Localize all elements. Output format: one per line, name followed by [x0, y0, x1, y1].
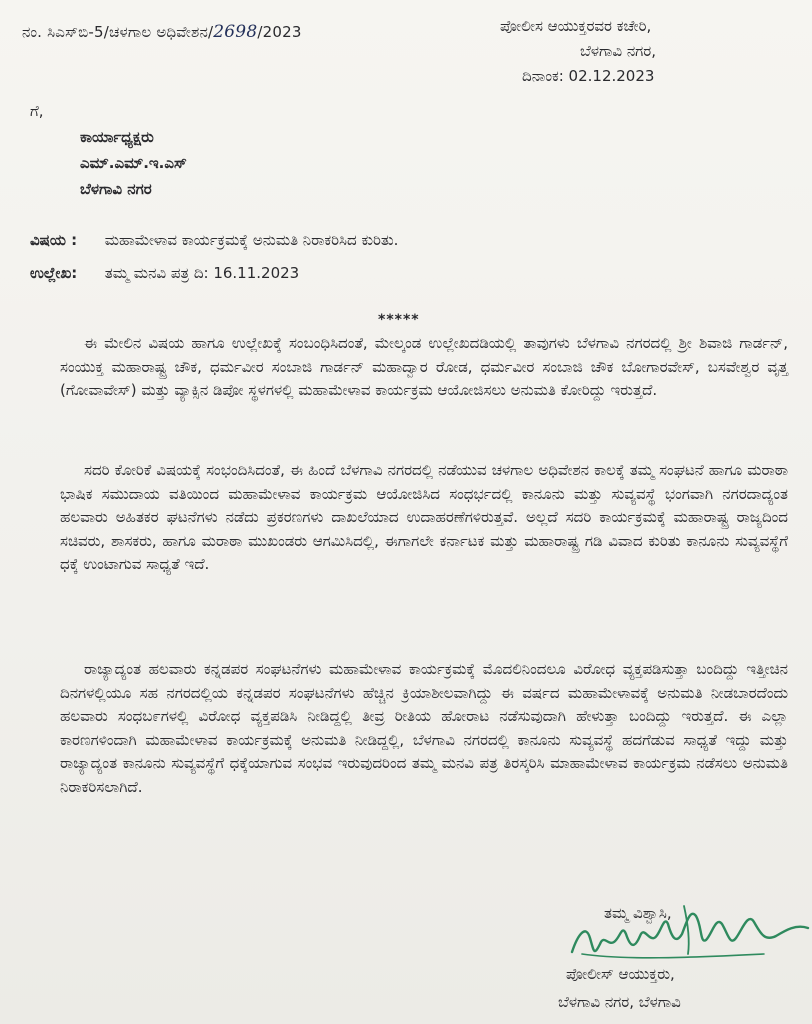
office-address: [500, 14, 656, 89]
subject-text: ಮಹಾಮೇಳಾವ ಕಾರ್ಯಕ್ರಮಕ್ಕೆ ಅನುಮತಿ ನಿರಾಕರಿಸಿದ ಕುರಿತು.: [104, 231, 399, 249]
body-paragraph-2: ಸದರಿ ಕೋರಿಕೆ ವಿಷಯಕ್ಕೆ ಸಂಭಂದಿಸಿದಂತೆ, ಈ ಹಿಂದೆ ಬೆಳಗಾವಿ ನಗರದಲ್ಲಿ ನಡೆಯುವ ಚಳಗಾಲ ಅಧಿವೇಶನ ಕಾಲಕ್ಕೆ ತಮ್ಮ ಸಂಘಟನೆ ಹಾಗೂ ಮರಾಠಾ ಭಾಷಿಕ ಸಮುದಾಯ ವತಿಯಿಂದ ಮಹಾಮೇಳಾವ ಕಾರ್ಯಕ್ರಮ ಆಯೋಜಿಸಿದ ಸಂಧರ್ಭದಲ್ಲಿ ಕಾನೂನು ಮತ್ತು ಸುವ್ಯವಸ್ಥೆ ಭಂಗವಾಗಿ ನಗರದಾದ್ಯಂತ ಹಲವಾರು ಅಹಿತಕರ ಘಟನೆಗಳು ನಡೆದು ಪ್ರಕರಣಗಳು ದಾಖಲೆಯಾದ ಉದಾಹರಣೆಗಳಿರುತ್ತವೆ. ಅಲ್ಲದೆ ಸದರಿ ಕಾರ್ಯಕ್ರಮಕ್ಕೆ ಮಹಾರಾಷ್ಟ್ರ ರಾಜ್ಯದಿಂದ ಸಚಿವರು, ಶಾಸಕರು, ಹಾಗೂ ಮರಾಠಾ ಮುಖಂಡರು ಆಗಮಿಸಿದಲ್ಲಿ, ಈಗಾಗಲೇ ಕರ್ನಾಟಕ ಮತ್ತು ಮಹಾರಾಷ್ಟ್ರ ಗಡಿ ವಿವಾದ ಕುರಿತು ಕಾನೂನು ಸುವ್ಯವಸ್ಥೆಗೆ ಧಕ್ಕೆ ಉಂಟಾಗುವ ಸಾಧ್ಯತೆ ಇದೆ.: [60, 461, 788, 573]
subject-line: [30, 224, 398, 257]
office-name: ಪೋಲೀಸ ಆಯುಕ್ತರವರ ಕಚೇರಿ,: [500, 17, 652, 35]
subject-block: [30, 224, 398, 290]
signatory-block: [558, 960, 681, 1016]
to-label: ಗೆ,: [30, 102, 44, 120]
handwritten-number: 2698: [213, 22, 258, 42]
signature-mark: [564, 894, 812, 970]
reference-label: ಉಲ್ಲೇಖ:: [30, 264, 78, 282]
separator-stars: *****: [378, 312, 420, 328]
recipient-title: ಕಾರ್ಯಾಧ್ಯಕ್ಷರು: [80, 128, 154, 146]
reference-line: [30, 257, 398, 290]
reference-prefix: ನಂ. ಸಿಎಸ್‌ಬಿ-5/ಚಳಗಾಲ ಅಧಿವೇಶನ/: [22, 23, 214, 41]
office-city: ಬೆಳಗಾವಿ ನಗರ,: [580, 42, 657, 60]
body-paragraph-1: ಈ ಮೇಲಿನ ವಿಷಯ ಹಾಗೂ ಉಲ್ಲೇಖಕ್ಕೆ ಸಂಬಂಧಿಸಿದಂತೆ, ಮೇಲ್ಕಂಡ ಉಲ್ಲೇಖದಡಿಯಲ್ಲಿ ತಾವುಗಳು ಬೆಳಗಾವಿ ನಗರದಲ್ಲಿ ಶ್ರೀ ಶಿವಾಜಿ ಗಾರ್ಡನ್, ಸಂಯುಕ್ತ ಮಹಾರಾಷ್ಟ್ರ ಚೌಕ, ಧರ್ಮವೀರ ಸಂಬಾಜಿ ಗಾರ್ಡನ್ ಮಹಾದ್ವಾರ ರೋಡ, ಧರ್ಮವೀರ ಸಂಬಾಜಿ ಚೌಕ ಬೋಗಾರವೇಸ್, ಬಸವೇಶ್ವರ ವೃತ್ತ (ಗೋವಾವೇಸ್) ಮತ್ತು ವ್ಯಾಕ್ಸಿನ ಡಿಪೋ ಸ್ಥಳಗಳಲ್ಲಿ ಮಹಾಮೇಳಾವ ಕಾರ್ಯಕ್ರಮ ಆಯೋಜಿಸಲು ಅನುಮತಿ ಕೋರಿದ್ದು ಇರುತ್ತದೆ.: [60, 334, 788, 399]
reference-text: ತಮ್ಮ ಮನವಿ ಪತ್ರ ದಿ: 16.11.2023: [104, 264, 300, 282]
closing-salutation: ತಮ್ಮ ವಿಶ್ವಾಸಿ,: [604, 904, 672, 922]
signatory-location: ಬೆಳಗಾವಿ ನಗರ, ಬೆಳಗಾವಿ: [558, 993, 681, 1011]
reference-suffix: /2023: [257, 23, 302, 41]
subject-label: ವಿಷಯ :: [30, 231, 78, 249]
letter-date: ದಿನಾಂಕ: 02.12.2023: [522, 67, 655, 85]
recipient-organization: ಎಮ್.ಎಮ್.ಇ.ಎಸ್: [80, 154, 187, 172]
signatory-designation: ಪೋಲೀಸ್ ಆಯುಕ್ತರು,: [566, 965, 675, 983]
body-paragraph-3: ರಾಜ್ಯಾದ್ಯಂತ ಹಲವಾರು ಕನ್ನಡಪರ ಸಂಘಟನೆಗಳು ಮಹಾಮೇಳಾವ ಕಾರ್ಯಕ್ರಮಕ್ಕೆ ಮೊದಲಿನಿಂದಲೂ ವಿರೋಧ ವ್ಯಕ್ತಪಡಿಸುತ್ತಾ ಬಂದಿದ್ದು ಇತ್ತೀಚಿನ ದಿನಗಳಲ್ಲಿಯೂ ಸಹ ನಗರದಲ್ಲಿಯ ಕನ್ನಡಪರ ಸಂಘಟನೆಗಳು ಹೆಚ್ಚಿನ ಕ್ರಿಯಾಶೀಲವಾಗಿದ್ದು ಈ ವರ್ಷದ ಮಹಾಮೇಳಾವಕ್ಕೆ ಅನುಮತಿ ನೀಡಬಾರದೆಂದು ಹಲವಾರು ಸಂಧಬ೯ಗಳಲ್ಲಿ ವಿರೋಧ ವ್ಯಕ್ತಪಡಿಸಿ ನೀಡಿದ್ದಲ್ಲಿ ತೀವ್ರ ರೀತಿಯ ಹೋರಾಟ ನಡೆಸುವುದಾಗಿ ಹೇಳುತ್ತಾ ಬಂದಿದ್ದು ಇರುತ್ತದೆ. ಈ ಎಲ್ಲಾ ಕಾರಣಗಳಿಂದಾಗಿ ಮಹಾಮೇಳಾವ ಕಾರ್ಯಕ್ರಮಕ್ಕೆ ಅನುಮತಿ ನೀಡಿದ್ದಲ್ಲಿ, ಬೆಳಗಾವಿ ನಗರದಲ್ಲಿ ಕಾನೂನು ಸುವ್ಯವಸ್ಥೆ ಹದಗೆಡುವ ಸಾಧ್ಯತೆ ಇದ್ದು ಮತ್ತು ರಾಜ್ಯಾದ್ಯಂತ ಕಾನೂನು ಸುವ್ಯವಸ್ಥೆಗೆ ಧಕ್ಕೆಯಾಗುವ ಸಂಭವ ಇರುವುದರಿಂದ ತಮ್ಮ ಮನವಿ ಪತ್ರ ತಿರಸ್ಕರಿಸಿ ಮಾಹಾಮೇಳಾವ ಕಾರ್ಯಕ್ರಮ ನಡೆಸಲು ಅನುಮತಿ ನಿರಾಕರಿಸಲಾಗಿದೆ.: [60, 660, 788, 796]
recipient-city: ಬೆಳಗಾವಿ ನಗರ: [80, 180, 152, 198]
reference-number-line: [22, 22, 302, 42]
recipient-block: [30, 98, 187, 202]
